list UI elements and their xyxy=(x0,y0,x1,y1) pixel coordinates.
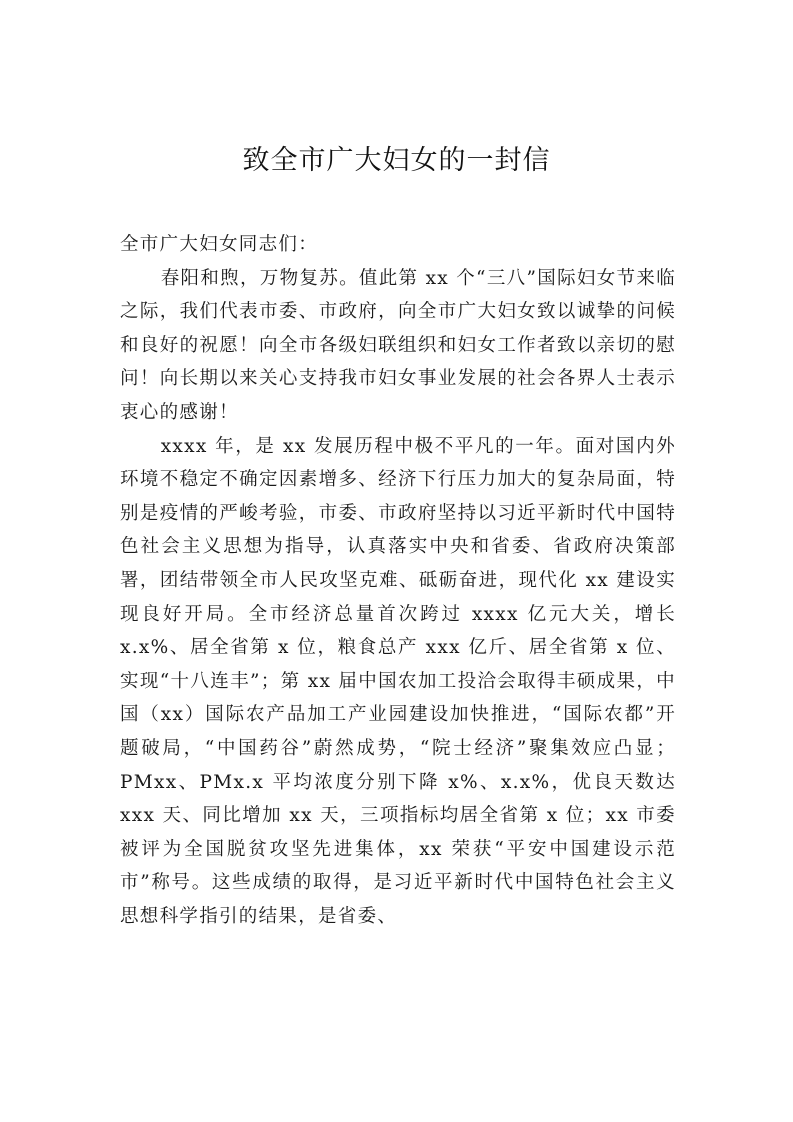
paragraph-greeting: 春阳和煦，万物复苏。值此第 xx 个“三八”国际妇女节来临之际，我们代表市委、市政府，向全市广大妇女致以诚挚的问候和良好的祝愿！向全市各级妇联组织和妇女工作者致以亲切的慰问！向长期以来关心支持我市妇女事业发展的社会各界人士表示衷心的感谢！ xyxy=(120,267,676,423)
paragraph-achievements: xxxx 年，是 xx 发展历程中极不平凡的一年。面对国内外环境不稳定不确定因素增多、经济下行压力加大的复杂局面，特别是疫情的严峻考验，市委、市政府坚持以习近平新时代中国特色社会主义思想为指导，认真落实中央和省委、省政府决策部署，团结带领全市人民攻坚克难、砥砺奋进，现代化 xx 建设实现良好开局。全市经济总量首次跨过 xxxx 亿元大关，增长 x.x%、居全省第 x 位，粮食总产 xxx 亿斤、居全省第 x 位、实现“十八连丰”；第 xx 届中国农加工投洽会取得丰硕成果，中国（xx）国际农产品加工产业园建设加快推进，“国际农都”开题破局，“中国药谷”蔚然成势，“院士经济”聚集效应凸显；PMxx、PMx.x 平均浓度分别下降 x%、x.x%，优良天数达 xxx 天、同比增加 xx 天，三项指标均居全省第 x 位；xx 市委被评为全国脱贫攻坚先进集体，xx 荣获“平安中国建设示范市”称号。这些成绩的取得，是习近平新时代中国特色社会主义思想科学指引的结果，是省委、 xyxy=(120,435,676,927)
salutation: 全市广大妇女同志们： xyxy=(120,234,319,255)
document-body xyxy=(120,228,676,933)
document-title: 致全市广大妇女的一封信 xyxy=(242,145,551,176)
